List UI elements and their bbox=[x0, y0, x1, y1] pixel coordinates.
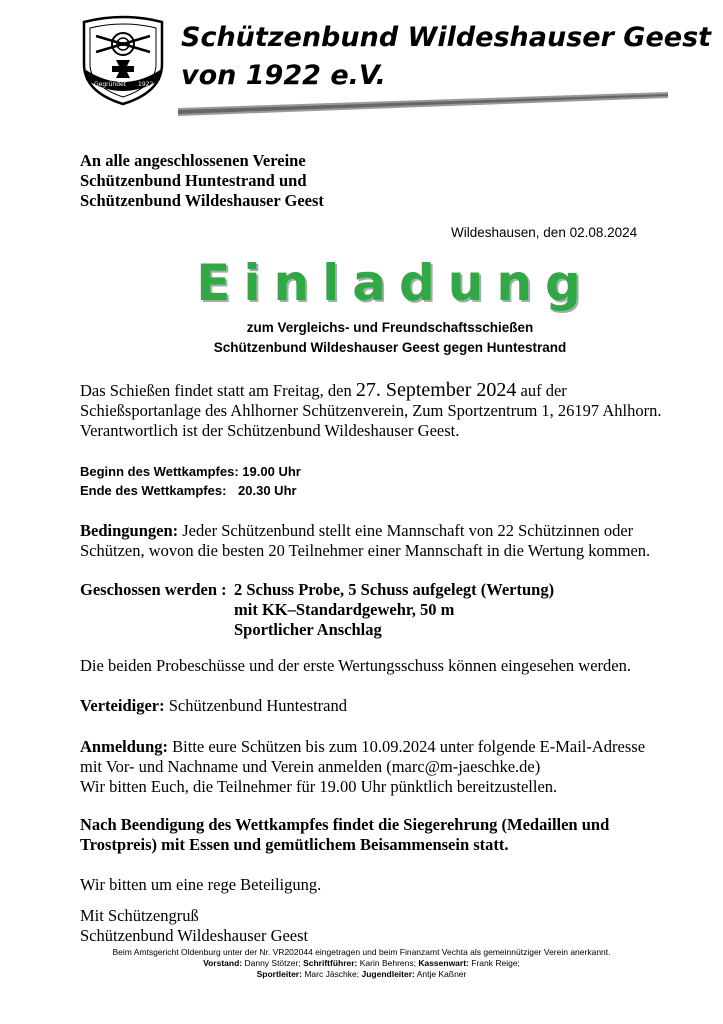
shots-block bbox=[80, 580, 554, 640]
footer-value: Danny Stötzer; bbox=[242, 958, 304, 968]
closing-line: Wir bitten um eine rege Beteiligung. bbox=[80, 875, 322, 894]
club-founding: von 1922 e.V. bbox=[181, 60, 386, 91]
recipient-block bbox=[80, 151, 324, 211]
conditions-paragraph bbox=[80, 521, 650, 561]
shots-label: Geschossen werden : bbox=[80, 580, 227, 599]
time-block bbox=[80, 462, 301, 500]
shots-line: mit KK–Standardgewehr, 50 m bbox=[234, 600, 455, 619]
date-line: Wildeshausen, den 02.08.2024 bbox=[451, 225, 638, 240]
registration-text: Wir bitten Euch, die Teilnehmer für 19.00 Uhr pünktlich bereitzustellen. bbox=[80, 777, 558, 796]
subheading-line: zum Vergleichs- und Freundschaftsschießen bbox=[246, 320, 534, 335]
recipient-line: Schützenbund Wildeshauser Geest bbox=[80, 191, 324, 210]
ceremony-line: Nach Beendigung des Wettkampfes findet die Siegerehrung (Medaillen und bbox=[80, 815, 610, 834]
probe-note: Die beiden Probeschüsse und der erste Wertungsschuss können eingesehen werden. bbox=[80, 656, 631, 675]
event-date: 27. September 2024 bbox=[355, 379, 517, 401]
crest-text-right: 1922 bbox=[138, 81, 154, 88]
recipient-line: An alle angeschlossenen Vereine bbox=[80, 151, 306, 170]
footer-label: Sportleiter: bbox=[256, 969, 302, 979]
footer-label: Schriftführer: bbox=[303, 958, 358, 968]
subheading-line: Schützenbund Wildeshauser Geest gegen Huntestrand bbox=[213, 340, 567, 355]
crest-text-left: Gegründet bbox=[94, 81, 127, 88]
footer-value: Frank Reige; bbox=[468, 958, 520, 968]
footer bbox=[0, 947, 723, 980]
club-crest-icon bbox=[76, 14, 170, 106]
conditions-text: Jeder Schützenbund stellt eine Mannschaft von 22 Schützinnen oder bbox=[178, 521, 634, 540]
intro-text: Das Schießen findet statt am Freitag, den bbox=[80, 381, 356, 400]
footer-label: Vorstand: bbox=[203, 958, 243, 968]
registration-text: mit Vor- und Nachname und Verein anmelden (marc@m-jaeschke.de) bbox=[80, 757, 541, 776]
end-time: 20.30 Uhr bbox=[238, 483, 297, 498]
ceremony-paragraph bbox=[80, 815, 609, 855]
defender-line bbox=[80, 696, 347, 716]
begin-label: Beginn des Wettkampfes: bbox=[80, 464, 243, 479]
defender-value: Schützenbund Huntestrand bbox=[164, 696, 347, 715]
footer-label: Kassenwart: bbox=[418, 958, 469, 968]
footer-label: Jugendleiter: bbox=[361, 969, 415, 979]
intro-paragraph bbox=[80, 380, 662, 441]
footer-registry: Beim Amtsgericht Oldenburg unter der Nr. VR202044 eingetragen und beim Finanzamt Vechta als gemeinnütziger Verein anerkannt. bbox=[112, 947, 611, 957]
defender-label: Verteidiger: bbox=[80, 696, 165, 715]
invitation-heading: Einladung bbox=[196, 254, 594, 312]
club-name: Schützenbund Wildeshauser Geest bbox=[181, 22, 712, 53]
title-underline-swoosh bbox=[178, 86, 668, 116]
shots-line: 2 Schuss Probe, 5 Schuss aufgelegt (Wertung) bbox=[234, 580, 555, 599]
signature-block bbox=[80, 906, 308, 946]
ceremony-line: Trostpreis) mit Essen und gemütlichem Beisammensein statt. bbox=[80, 835, 509, 854]
recipient-line: Schützenbund Huntestrand und bbox=[80, 171, 307, 190]
footer-value: Karin Behrens; bbox=[357, 958, 419, 968]
intro-text: Verantwortlich ist der Schützenbund Wildeshauser Geest. bbox=[80, 421, 460, 440]
registration-label: Anmeldung: bbox=[80, 737, 169, 756]
intro-text: auf der bbox=[516, 381, 567, 400]
subheading bbox=[0, 318, 723, 358]
intro-text: Schießsportanlage des Ahlhorner Schützenverein, Zum Sportzentrum 1, 26197 Ahlhorn. bbox=[80, 401, 662, 420]
begin-time: 19.00 Uhr bbox=[242, 464, 301, 479]
conditions-text: Schützen, wovon die besten 20 Teilnehmer einer Mannschaft in die Wertung kommen. bbox=[80, 541, 651, 560]
conditions-label: Bedingungen: bbox=[80, 521, 179, 540]
greeting-line: Mit Schützengruß bbox=[80, 906, 199, 925]
footer-value: Marc Jäschke; bbox=[301, 969, 362, 979]
greeting-line: Schützenbund Wildeshauser Geest bbox=[80, 926, 309, 945]
registration-paragraph bbox=[80, 737, 645, 797]
end-label: Ende des Wettkampfes: bbox=[80, 483, 231, 498]
shots-line: Sportlicher Anschlag bbox=[234, 620, 382, 639]
registration-text: Bitte eure Schützen bis zum 10.09.2024 unter folgende E-Mail-Adresse bbox=[168, 737, 646, 756]
footer-value: Antje Kaßner bbox=[414, 969, 467, 979]
